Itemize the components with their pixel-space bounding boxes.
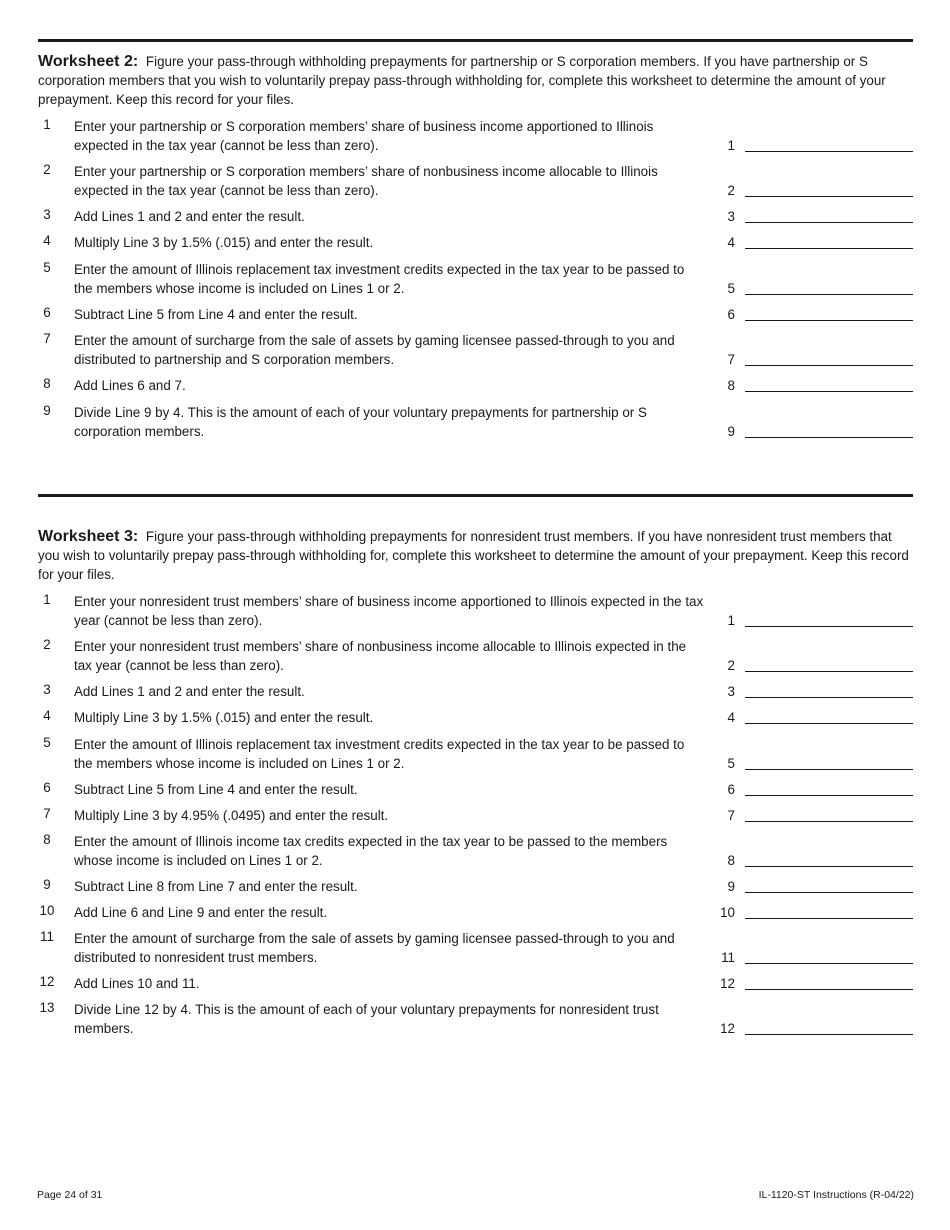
line-instruction: Add Line 6 and Line 9 and enter the result. [74,905,328,920]
worksheet-2-description: Figure your pass-through withholding prepayments for partnership or S corporation members. If you have partnership or S corporation members that you wish to voluntarily prepay pass-through withholding for, complete this worksheet to determine the amount of your prepayment. Keep this record for your files. [38,54,886,107]
amount-entry-field[interactable] [745,365,913,366]
line-reference-number: 12 [720,1021,735,1036]
amount-entry-field[interactable] [745,391,913,392]
line-reference-number: 8 [727,853,735,868]
line-number: 10 [39,903,55,918]
ws2-line-4 [38,233,913,252]
line-instruction: Subtract Line 5 from Line 4 and enter the result. [74,307,358,322]
line-instruction: Add Lines 1 and 2 and enter the result. [74,209,305,224]
line-instruction: Enter the amount of surcharge from the sale of assets by gaming licensee passed-through to you and distributed to partnership and S corporation members. [74,333,675,367]
worksheet-3 [38,527,913,1045]
line-instruction: Enter the amount of surcharge from the sale of assets by gaming licensee passed-through to you and distributed to nonresident trust members. [74,931,675,965]
ws3-line-5 [38,735,913,773]
worksheet-2 [38,52,913,449]
line-reference-number: 6 [727,307,735,322]
line-number: 9 [43,877,51,892]
line-instruction: Multiply Line 3 by 1.5% (.015) and enter the result. [74,710,374,725]
ws3-line-10 [38,903,913,922]
amount-entry-field[interactable] [745,222,913,223]
line-reference-number: 6 [727,782,735,797]
line-reference-number: 1 [727,613,735,628]
line-instruction: Enter the amount of Illinois replacement tax investment credits expected in the tax year to be passed to the members whose income is included on Lines 1 or 2. [74,262,685,296]
middle-rule [38,494,913,497]
line-number: 1 [43,117,51,132]
line-reference-number: 9 [727,879,735,894]
line-reference-number: 8 [727,378,735,393]
line-instruction: Add Lines 1 and 2 and enter the result. [74,684,305,699]
line-number: 5 [43,735,51,750]
line-instruction: Enter your partnership or S corporation members’ share of business income apportioned to Illinois expected in the tax year (cannot be less than zero). [74,119,654,153]
amount-entry-field[interactable] [745,918,913,919]
line-number: 2 [43,637,51,652]
ws3-line-3 [38,682,913,701]
line-instruction: Enter your partnership or S corporation members’ share of nonbusiness income allocable to Illinois expected in the tax year (cannot be less than zero). [74,164,658,198]
line-instruction: Enter your nonresident trust members’ share of nonbusiness income allocable to Illinois expected in the tax year (cannot be less than zero). [74,639,687,673]
line-number: 6 [43,305,51,320]
line-reference-number: 4 [727,235,735,250]
ws2-line-5 [38,260,913,298]
line-number: 5 [43,260,51,275]
top-rule [38,39,913,42]
footer-form-id: IL-1120-ST Instructions (R-04/22) [758,1189,914,1201]
ws3-line-6 [38,780,913,799]
line-instruction: Subtract Line 8 from Line 7 and enter the result. [74,879,358,894]
line-number: 13 [39,1000,55,1015]
line-reference-number: 2 [727,658,735,673]
line-reference-number: 4 [727,710,735,725]
line-number: 2 [43,162,51,177]
line-number: 3 [43,682,51,697]
amount-entry-field[interactable] [745,989,913,990]
line-instruction: Multiply Line 3 by 4.95% (.0495) and enter the result. [74,808,389,823]
footer-page-number: Page 24 of 31 [37,1189,103,1201]
amount-entry-field[interactable] [745,963,913,964]
line-number: 9 [43,403,51,418]
line-reference-number: 7 [727,352,735,367]
line-instruction: Subtract Line 5 from Line 4 and enter the result. [74,782,358,797]
line-instruction: Multiply Line 3 by 1.5% (.015) and enter the result. [74,235,374,250]
worksheet-3-intro [38,527,913,584]
worksheet-2-title: Worksheet 2: [38,53,139,70]
line-reference-number: 3 [727,209,735,224]
amount-entry-field[interactable] [745,723,913,724]
line-number: 1 [43,592,51,607]
line-reference-number: 2 [727,183,735,198]
line-reference-number: 12 [720,976,735,991]
amount-entry-field[interactable] [745,769,913,770]
amount-entry-field[interactable] [745,821,913,822]
line-number: 11 [40,929,54,944]
line-number: 4 [43,233,51,248]
line-number: 12 [39,974,55,989]
ws3-line-2 [38,637,913,675]
line-number: 8 [43,376,51,391]
ws2-line-8 [38,376,913,395]
ws3-line-1 [38,592,913,630]
line-reference-number: 5 [727,756,735,771]
worksheet-3-title: Worksheet 3: [38,528,139,545]
amount-entry-field[interactable] [745,866,913,867]
worksheet-2-intro [38,52,913,109]
line-instruction: Add Lines 10 and 11. [74,976,200,991]
line-instruction: Divide Line 12 by 4. This is the amount of each of your voluntary prepayments for nonresident trust members. [74,1002,659,1036]
line-number: 8 [43,832,51,847]
line-instruction: Enter the amount of Illinois replacement tax investment credits expected in the tax year to be passed to the members whose income is included on Lines 1 or 2. [74,737,685,771]
ws3-line-4 [38,708,913,727]
amount-entry-field[interactable] [745,671,913,672]
amount-entry-field[interactable] [745,437,913,438]
line-number: 7 [43,806,51,821]
ws3-line-9 [38,877,913,896]
line-reference-number: 10 [720,905,735,920]
line-number: 6 [43,780,51,795]
line-reference-number: 5 [727,281,735,296]
worksheet-2-lines [38,117,913,441]
amount-entry-field[interactable] [745,196,913,197]
amount-entry-field[interactable] [745,795,913,796]
line-reference-number: 11 [721,950,735,965]
worksheet-3-description: Figure your pass-through withholding prepayments for nonresident trust members. If you have nonresident trust members that you wish to voluntarily prepay pass-through withholding for, complete this worksheet to determine the amount of your prepayment. Keep this record for your files. [38,529,909,582]
amount-entry-field[interactable] [745,320,913,321]
ws3-line-11 [38,929,913,967]
ws3-line-12 [38,974,913,993]
ws3-line-8 [38,832,913,870]
line-instruction: Enter your nonresident trust members’ share of business income apportioned to Illinois expected in the tax year (cannot be less than zero). [74,594,704,628]
amount-entry-field[interactable] [745,248,913,249]
line-reference-number: 1 [727,138,735,153]
line-reference-number: 3 [727,684,735,699]
amount-entry-field[interactable] [745,151,913,152]
line-reference-number: 7 [727,808,735,823]
ws2-line-1 [38,117,913,155]
ws2-line-3 [38,207,913,226]
ws2-line-2 [38,162,913,200]
ws2-line-9 [38,403,913,441]
ws3-line-7 [38,806,913,825]
ws2-line-7 [38,331,913,369]
amount-entry-field[interactable] [745,1034,913,1035]
ws3-line-13 [38,1000,913,1038]
line-number: 3 [43,207,51,222]
line-instruction: Divide Line 9 by 4. This is the amount of each of your voluntary prepayments for partnership or S corporation members. [74,405,647,439]
ws2-line-6 [38,305,913,324]
line-number: 4 [43,708,51,723]
line-number: 7 [43,331,51,346]
worksheet-3-lines [38,592,913,1038]
amount-entry-field[interactable] [745,294,913,295]
line-instruction: Add Lines 6 and 7. [74,378,186,393]
amount-entry-field[interactable] [745,626,913,627]
line-instruction: Enter the amount of Illinois income tax credits expected in the tax year to be passed to the members whose income is included on Lines 1 or 2. [74,834,668,868]
amount-entry-field[interactable] [745,697,913,698]
amount-entry-field[interactable] [745,892,913,893]
line-reference-number: 9 [727,424,735,439]
